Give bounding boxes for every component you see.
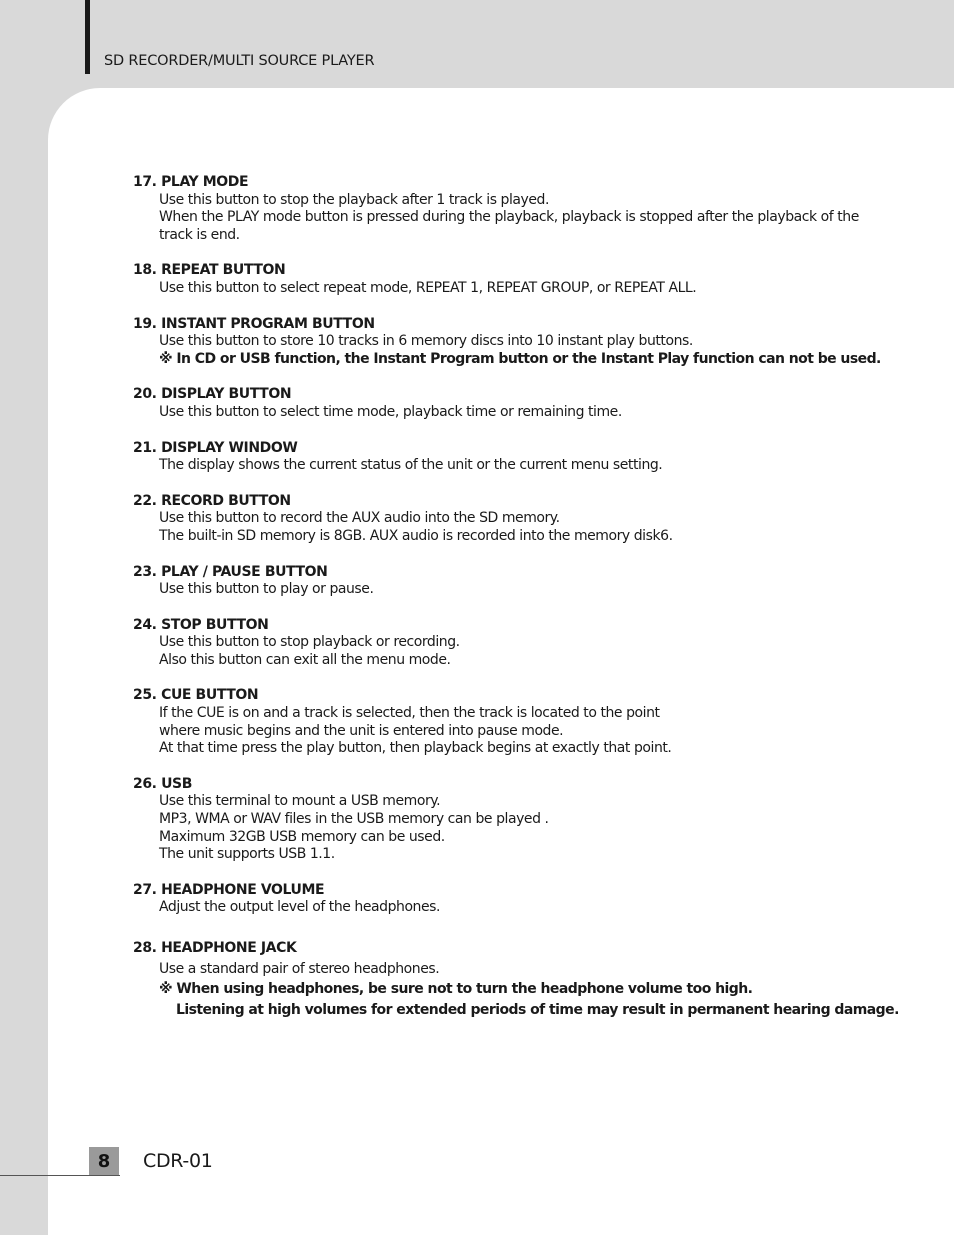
item-line: MP3, WMA or WAV files in the USB memory can be played . bbox=[159, 811, 549, 828]
item-body bbox=[133, 510, 893, 545]
item-line: The built-in SD memory is 8GB. AUX audio is recorded into the memory disk6. bbox=[159, 527, 673, 544]
item-body bbox=[133, 404, 893, 422]
item-line: Adjust the output level of the headphones. bbox=[159, 899, 440, 916]
item-line: Use this button to stop playback or recording. bbox=[159, 634, 460, 651]
item-body bbox=[133, 960, 899, 1020]
item-line: Use this button to stop the playback after 1 track is played. bbox=[159, 191, 549, 208]
item-line: Use this terminal to mount a USB memory. bbox=[159, 793, 441, 810]
item-instant-program-button bbox=[133, 316, 893, 369]
item-stop-button bbox=[133, 617, 893, 670]
item-note: ※ In CD or USB function, the Instant Program button or the Instant Play function can not be used. bbox=[159, 350, 881, 367]
item-usb bbox=[133, 776, 893, 864]
item-line: Use this button to select repeat mode, REPEAT 1, REPEAT GROUP, or REPEAT ALL. bbox=[159, 279, 697, 296]
item-list bbox=[133, 174, 899, 1019]
footer-rule bbox=[0, 1175, 120, 1176]
item-note: ※ When using headphones, be sure not to turn the headphone volume too high. bbox=[159, 981, 753, 998]
item-title: 20. DISPLAY BUTTON bbox=[133, 386, 292, 403]
item-line: Also this button can exit all the menu mode. bbox=[159, 651, 451, 668]
item-body bbox=[133, 333, 893, 368]
header-accent-bar bbox=[85, 0, 90, 74]
item-line: Use this button to select time mode, playback time or remaining time. bbox=[159, 403, 622, 420]
item-body bbox=[133, 793, 893, 863]
item-line: The unit supports USB 1.1. bbox=[159, 846, 335, 863]
item-display-button bbox=[133, 386, 893, 421]
item-body bbox=[133, 280, 893, 298]
page-number: 8 bbox=[89, 1147, 119, 1175]
item-body bbox=[133, 192, 893, 245]
item-record-button bbox=[133, 493, 893, 546]
item-title: 18. REPEAT BUTTON bbox=[133, 262, 286, 279]
item-line: track is end. bbox=[159, 226, 240, 243]
item-body bbox=[133, 581, 893, 599]
item-body bbox=[133, 457, 893, 475]
item-title: 19. INSTANT PROGRAM BUTTON bbox=[133, 315, 375, 332]
item-title: 26. USB bbox=[133, 775, 192, 792]
model-name: CDR-01 bbox=[143, 1150, 213, 1172]
item-line: Maximum 32GB USB memory can be used. bbox=[159, 828, 445, 845]
item-title: 24. STOP BUTTON bbox=[133, 616, 269, 633]
item-play-mode bbox=[133, 174, 893, 244]
item-line: where music begins and the unit is entered into pause mode. bbox=[159, 722, 564, 739]
item-headphone-volume bbox=[133, 882, 893, 917]
item-line: When the PLAY mode button is pressed during the playback, playback is stopped after the playback of the bbox=[159, 209, 859, 226]
item-play-pause-button bbox=[133, 564, 893, 599]
item-line: Use this button to record the AUX audio into the SD memory. bbox=[159, 510, 560, 527]
header-title: SD RECORDER/MULTI SOURCE PLAYER bbox=[104, 53, 375, 69]
item-line: If the CUE is on and a track is selected, then the track is located to the point bbox=[159, 705, 660, 722]
item-repeat-button bbox=[133, 262, 893, 297]
item-line: Use a standard pair of stereo headphones. bbox=[159, 960, 440, 977]
item-line: At that time press the play button, then playback begins at exactly that point. bbox=[159, 740, 672, 757]
item-title: 17. PLAY MODE bbox=[133, 174, 249, 190]
item-title: 28. HEADPHONE JACK bbox=[133, 940, 297, 956]
item-title: 22. RECORD BUTTON bbox=[133, 492, 291, 509]
item-title: 23. PLAY / PAUSE BUTTON bbox=[133, 563, 328, 580]
item-headphone-jack bbox=[133, 940, 899, 1019]
item-line: The display shows the current status of the unit or the current menu setting. bbox=[159, 457, 663, 474]
item-title: 27. HEADPHONE VOLUME bbox=[133, 881, 325, 898]
item-note-continuation: Listening at high volumes for extended periods of time may result in permanent hearing damage. bbox=[176, 1001, 899, 1018]
item-cue-button bbox=[133, 687, 893, 757]
item-display-window bbox=[133, 440, 893, 475]
item-line: Use this button to play or pause. bbox=[159, 581, 374, 598]
item-body bbox=[133, 899, 893, 917]
item-line: Use this button to store 10 tracks in 6 memory discs into 10 instant play buttons. bbox=[159, 333, 693, 350]
item-title: 25. CUE BUTTON bbox=[133, 687, 259, 704]
item-body bbox=[133, 705, 893, 758]
item-body bbox=[133, 634, 893, 669]
item-title: 21. DISPLAY WINDOW bbox=[133, 439, 298, 456]
